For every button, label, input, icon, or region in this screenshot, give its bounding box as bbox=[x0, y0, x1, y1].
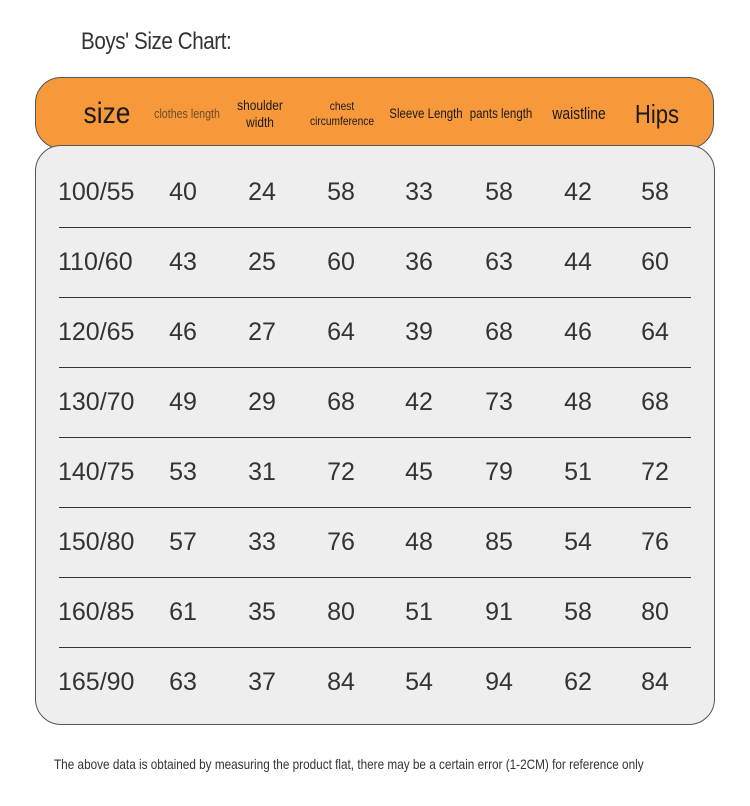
cell-sleeve-length: 33 bbox=[405, 177, 433, 206]
footnote: The above data is obtained by measuring the product flat, there may be a certain error (1-2CM) for reference only bbox=[54, 756, 644, 772]
cell-shoulder-width: 27 bbox=[248, 317, 276, 346]
cell-shoulder-width: 33 bbox=[248, 527, 276, 556]
cell-hips: 80 bbox=[641, 597, 669, 626]
cell-pants-length: 63 bbox=[485, 247, 513, 276]
table-row bbox=[36, 157, 714, 227]
cell-size: 130/70 bbox=[58, 387, 135, 416]
cell-pants-length: 68 bbox=[485, 317, 513, 346]
cell-pants-length: 94 bbox=[485, 667, 513, 696]
cell-shoulder-width: 29 bbox=[248, 387, 276, 416]
header-clothes-length: clothes length bbox=[154, 105, 220, 121]
table-row bbox=[36, 367, 714, 437]
cell-sleeve-length: 45 bbox=[405, 457, 433, 486]
cell-shoulder-width: 35 bbox=[248, 597, 276, 626]
cell-chest-circumference: 76 bbox=[327, 527, 355, 556]
header-shoulder-line1: shoulder bbox=[237, 96, 283, 113]
cell-sleeve-length: 54 bbox=[405, 667, 433, 696]
cell-pants-length: 73 bbox=[485, 387, 513, 416]
header-pants-length: pants length bbox=[469, 105, 533, 122]
cell-clothes-length: 61 bbox=[169, 597, 197, 626]
cell-hips: 72 bbox=[641, 457, 669, 486]
header-chest-line1: chest bbox=[329, 99, 355, 113]
cell-hips: 76 bbox=[641, 527, 669, 556]
header-size: size bbox=[83, 97, 131, 131]
cell-size: 120/65 bbox=[58, 317, 135, 346]
cell-shoulder-width: 24 bbox=[248, 177, 276, 206]
cell-pants-length: 79 bbox=[485, 457, 513, 486]
header-chest-circumference bbox=[308, 78, 376, 150]
cell-sleeve-length: 42 bbox=[405, 387, 433, 416]
cell-chest-circumference: 64 bbox=[327, 317, 355, 346]
table-row bbox=[36, 577, 714, 647]
cell-clothes-length: 46 bbox=[169, 317, 197, 346]
table-row bbox=[36, 437, 714, 507]
cell-waistline: 42 bbox=[564, 177, 592, 206]
header-chest-line2: circumference bbox=[309, 114, 375, 128]
table-header bbox=[35, 77, 714, 149]
cell-clothes-length: 40 bbox=[169, 177, 197, 206]
cell-waistline: 48 bbox=[564, 387, 592, 416]
header-waistline: waistline bbox=[552, 104, 606, 124]
header-shoulder-width bbox=[236, 78, 284, 150]
cell-clothes-length: 57 bbox=[169, 527, 197, 556]
cell-hips: 58 bbox=[641, 177, 669, 206]
table-row bbox=[36, 297, 714, 367]
cell-sleeve-length: 36 bbox=[405, 247, 433, 276]
cell-chest-circumference: 58 bbox=[327, 177, 355, 206]
cell-hips: 84 bbox=[641, 667, 669, 696]
cell-shoulder-width: 37 bbox=[248, 667, 276, 696]
cell-waistline: 62 bbox=[564, 667, 592, 696]
cell-hips: 60 bbox=[641, 247, 669, 276]
cell-clothes-length: 53 bbox=[169, 457, 197, 486]
cell-hips: 68 bbox=[641, 387, 669, 416]
table-row bbox=[36, 507, 714, 577]
table-body bbox=[35, 145, 715, 725]
cell-waistline: 54 bbox=[564, 527, 592, 556]
cell-size: 160/85 bbox=[58, 597, 135, 626]
cell-chest-circumference: 84 bbox=[327, 667, 355, 696]
header-hips: Hips bbox=[634, 98, 680, 129]
cell-chest-circumference: 68 bbox=[327, 387, 355, 416]
cell-clothes-length: 49 bbox=[169, 387, 197, 416]
cell-chest-circumference: 60 bbox=[327, 247, 355, 276]
cell-size: 110/60 bbox=[58, 247, 133, 276]
table-row bbox=[36, 647, 714, 717]
cell-shoulder-width: 31 bbox=[248, 457, 276, 486]
cell-size: 165/90 bbox=[58, 667, 135, 696]
cell-sleeve-length: 48 bbox=[405, 527, 433, 556]
cell-waistline: 58 bbox=[564, 597, 592, 626]
cell-waistline: 51 bbox=[564, 457, 592, 486]
cell-pants-length: 91 bbox=[485, 597, 513, 626]
cell-sleeve-length: 51 bbox=[405, 597, 433, 626]
header-shoulder-line2: width bbox=[246, 114, 274, 130]
cell-hips: 64 bbox=[641, 317, 669, 346]
cell-shoulder-width: 25 bbox=[248, 247, 276, 276]
cell-sleeve-length: 39 bbox=[405, 317, 433, 346]
chart-title: Boys' Size Chart: bbox=[81, 28, 232, 55]
cell-chest-circumference: 72 bbox=[327, 457, 355, 486]
cell-clothes-length: 63 bbox=[169, 667, 197, 696]
cell-chest-circumference: 80 bbox=[327, 597, 355, 626]
cell-pants-length: 85 bbox=[485, 527, 513, 556]
table-row bbox=[36, 227, 714, 297]
cell-size: 100/55 bbox=[58, 177, 135, 206]
cell-waistline: 44 bbox=[564, 247, 592, 276]
header-sleeve-length: Sleeve Length bbox=[389, 105, 463, 122]
cell-size: 140/75 bbox=[58, 457, 135, 486]
cell-size: 150/80 bbox=[58, 527, 135, 556]
cell-pants-length: 58 bbox=[485, 177, 513, 206]
cell-clothes-length: 43 bbox=[169, 247, 197, 276]
cell-waistline: 46 bbox=[564, 317, 592, 346]
